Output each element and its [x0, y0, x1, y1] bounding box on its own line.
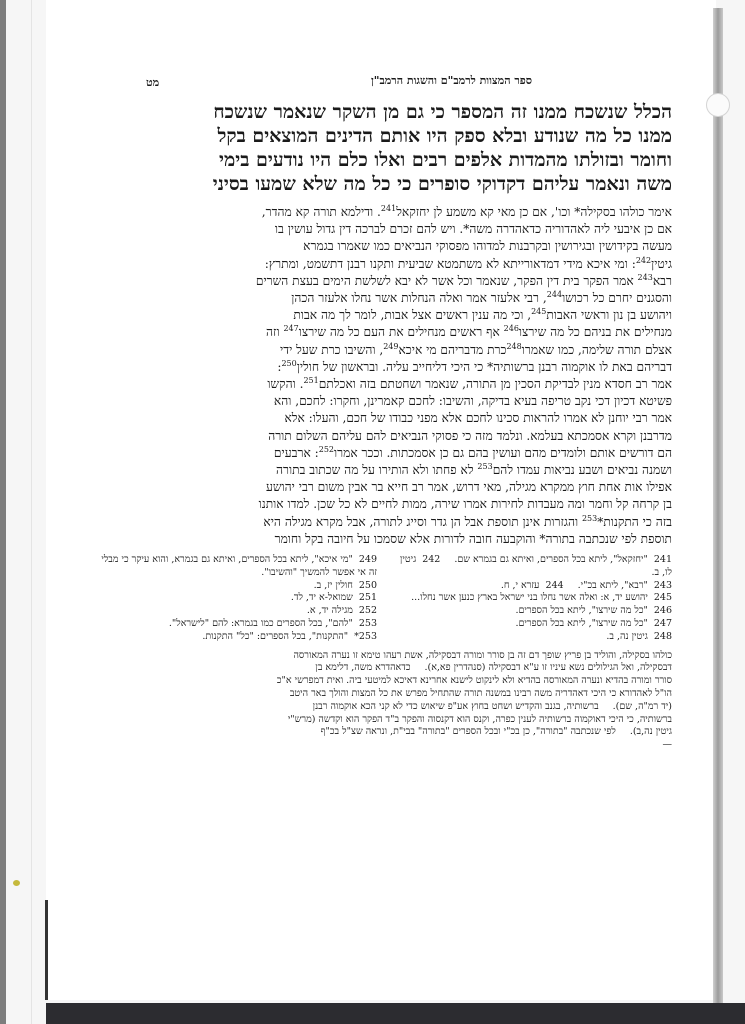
- footnote: 245יהושע יד, א: ואלה אשר נחלו בני ישראל בארץ כנען אשר נחלו...: [411, 592, 672, 604]
- text-segment: מדרבנן וקרא אסמכתא בעלמא. ונלמד מזה כי פסוקי הנביאים להם עליהם השלום תורה: [268, 428, 672, 443]
- quote-line: משה ונאמר עליהם דקדוקי סופרים כי כל מה שלא שמעו בסיני: [212, 173, 672, 195]
- text-segment: : ארבעים: [273, 445, 319, 460]
- text-segment: , רבי אלעזר אמר ואלה הנחלות אשר נחלו אלעזר הכהן: [291, 291, 547, 306]
- text-line: [96, 238, 672, 255]
- commentary-line: הו"ל לאהדורא כי היכי דאהדריה משה רבינו במשנה תורה שהתחיל מפרש את כל המצות והולך באר היטב: [289, 688, 672, 700]
- text-segment: רבא: [652, 273, 672, 288]
- footnote-marker[interactable]: 243: [637, 272, 653, 282]
- text-segment: מנחילים את בניהם כל מה שירצו: [518, 325, 672, 340]
- footnote: 252מגילה יד, א.: [306, 605, 377, 617]
- scan-fold-line: [31, 0, 32, 1024]
- commentary-line: דבסקילה, ואל הגילולים נשא עיניו זו ע"א דבסקילה (סנהדרין פא,א).כדאהדרא משה, דלימא בן: [315, 662, 672, 674]
- binder-hole: [706, 93, 730, 117]
- text-segment: אם כן איבעי ליה לאהדוריה כדאהדרה משה*. ויש להם זכרם לברכה דין גדול עושין בו: [274, 222, 672, 237]
- text-line: [96, 376, 672, 393]
- footnote-marker[interactable]: 253: [477, 462, 493, 472]
- text-segment: מעשה בקידושין ובגירושין ובקרבנות למדוהו מפסוקי הנביאים כמו שאמרו בגמרא: [303, 239, 672, 254]
- text-segment: פשיטא דכיון דכי נקב טריפה בעיא בדיקה, והשיבו: לחכם קאמרינן, וחקרו: לחכם, והא: [273, 394, 672, 409]
- text-segment: הם דורשים אותם ולומדים מהם ועושין בהם גם כן אסמכתות. וככר אמרו: [334, 445, 672, 460]
- footnote-marker[interactable]: 247: [283, 324, 299, 334]
- text-segment: . והקשו: [267, 377, 304, 392]
- footnote-marker[interactable]: 242: [635, 255, 652, 265]
- footnotes-right-column: [391, 554, 672, 644]
- text-segment: . ודילמא תורה קא מהדר,: [261, 205, 381, 219]
- text-segment: : ומי איכא מידי דמדאורייתא לא משתמטא שביעית ותקנו רבנן דתשמט, ומתרץ:: [264, 256, 636, 271]
- text-segment: אימר כולהו בסקילה* וכו', אם כן מאי קא משמע לן יחזקאל: [396, 205, 672, 219]
- footnote-marker[interactable]: 251: [303, 376, 319, 386]
- footnote: 253*"התקנות", בכל הספרים: "כל" התקנות.: [202, 630, 377, 642]
- text-segment: אמר רבי יוחנן לא אמרו להראות סכינו לחכם אלא מפני כבודו של חכם, והעלו: אלא: [284, 411, 672, 426]
- text-line: [96, 204, 672, 221]
- commentary-line: גיטין נה,ב).לפי שנכתבה "בתורה", כן בכ"י ובכל הספרים "בתורה" בבי"ת, ונראה שצ"ל בכ"ף: [320, 726, 672, 738]
- text-line: [96, 410, 672, 427]
- commentary-line: סורר ומורה בהדיא ונערה המאורסה בהדיא ולא לינקוט לישנא אחרינא דאיכא למיטעי ביה. ואית דמפרשי א"כ: [276, 675, 672, 687]
- text-segment: לא פחתו ולא הותירו על מה שכתוב בתורה: [276, 463, 478, 478]
- commentary-line: (יד רמ"ה, שם).ברשותיה, בגנב והקדיש ושחט בחוץ אע"פ שיאוש כדי לא קני הכא אוקמוה רבנן: [312, 700, 672, 712]
- text-segment: ויהושע בן נון וראשי האבות: [546, 308, 672, 323]
- footnote-marker[interactable]: 253: [581, 513, 598, 523]
- footnote: 249"מי איכא", ליתא בכל הספרים, ואיתא גם בגמרא, והוא עיקר כי מבלי זה אי אפשר להמשיך "והשיבו".: [101, 554, 377, 578]
- text-segment: ושמנה נביאים ושבע נביאות עמדו להם: [492, 463, 672, 478]
- footnote: 251שמואל-א יד, לד.: [290, 592, 377, 604]
- text-line: [96, 221, 672, 238]
- scan-left-edge: [0, 0, 6, 1024]
- page-bottom-shadow: [46, 1003, 745, 1024]
- text-segment: אצלם תורה שלימה, כמו שאמרו: [521, 342, 672, 357]
- text-line: [96, 462, 672, 479]
- footnote: 247"כל מה שירצו", ליתא בכל הספרים.: [515, 618, 672, 630]
- commentary-line: ברשותיה, כי היכי דאוקמוה ברשותיה לענין כפרה, וקנס הוא דקנסוה והפקר ב"ד הפקר הוא וקדשה (מרש"י: [287, 713, 672, 725]
- text-segment: והגזרות אינן תוספת אבל הן גדר וסייג לתורה, אבל מקרא מגילה היא: [263, 514, 582, 529]
- footnote-marker[interactable]: 249: [383, 341, 399, 351]
- page-spine-shadow: [713, 8, 723, 1013]
- footnote-marker[interactable]: 244: [546, 290, 563, 300]
- footnote-marker[interactable]: 252: [318, 444, 335, 454]
- footnotes: [96, 554, 672, 644]
- commentary-line: כולהו בסקילה, והוליד בן פריץ שופך דם זה בן סורר ומורה דבסקילה, אשת רעהו טימא זו נערה המאורסה: [293, 649, 672, 661]
- text-line: [96, 290, 672, 307]
- text-line: [96, 324, 672, 341]
- text-segment: בן קרחה קל וחמר ומה מעבדות לחירות אמרו שירה, ממות לחיים לא כל שכן. למדו אותנו: [258, 497, 672, 512]
- footnotes-left-column: [96, 554, 377, 644]
- text-segment: אמר הפקר בית דין הפקר, שנאמר וכל אשר לא יבא לשלשת הימים בעצת השרים: [255, 273, 638, 288]
- text-segment: כרת מדבריהם מי איכא: [398, 342, 507, 357]
- text-segment: והסגנים יחרם כל רכושו: [562, 291, 672, 306]
- text-line: [96, 445, 672, 462]
- text-line: [96, 273, 672, 290]
- footnote: 253"להם", בכל הספרים כמו בגמרא: להם "לישראל".: [168, 618, 377, 630]
- text-line: [96, 359, 672, 376]
- commentary-notes: [96, 650, 672, 752]
- footnote-marker[interactable]: 250: [281, 358, 297, 368]
- text-line: [96, 531, 672, 548]
- footnote-marker[interactable]: 246: [503, 324, 519, 334]
- footnote-marker[interactable]: 245: [531, 307, 547, 317]
- text-line: [96, 479, 672, 496]
- main-text: [96, 204, 672, 548]
- text-line: [96, 514, 672, 531]
- text-line: [96, 256, 672, 273]
- running-title: ספר המצוות לרמב"ם והשגות הרמב"ן: [370, 74, 532, 87]
- quoted-passage: [96, 100, 672, 196]
- text-line: [96, 428, 672, 445]
- footnote-marker[interactable]: 248: [506, 341, 522, 351]
- scan-speck: [13, 880, 20, 886]
- text-segment: גיטין: [651, 256, 672, 271]
- text-segment: וזה: [266, 325, 284, 340]
- text-segment: , וכי מה ענין ראשים אצל אבות, לומר לך מה אבות: [293, 308, 532, 323]
- footnote: 248גיטין נה, ב.: [606, 630, 672, 642]
- text-segment: דבריהם באת לו אוקמוה רבנן ברשותיה* כי היכי דליחייב עליה. ובראשון של חולין: [296, 359, 672, 374]
- page-number: מט: [146, 76, 160, 89]
- quote-line: ממנו כל מה שנודע ובלא ספק היו אותם הדינים המוצאים בקל: [217, 125, 672, 147]
- running-header: [96, 74, 672, 92]
- text-segment: , והשיבו כרת שעל ידי: [280, 342, 384, 357]
- footnote: 246"כל מה שירצו", ליתא בכל הספרים.: [515, 605, 672, 617]
- quote-line: וחומר ובזולתו מהמדות אלפים רבים ואלו כלם היו נודעים בימי: [218, 149, 672, 171]
- text-line: [96, 393, 672, 410]
- footnote: 241"יחזקאל", ליתא בכל הספרים, ואיתא גם בגמרא שם.242גיטין לו, ב.: [399, 554, 672, 578]
- page-corner-shadow: [45, 900, 48, 1000]
- text-segment: בזה כי התקנות*: [597, 514, 672, 529]
- footnote: 250חולין יז, ב.: [313, 579, 377, 591]
- footnote: 243"רבא", ליתא בכ"י.244עזרא י, ח.: [500, 579, 672, 591]
- text-segment: :: [277, 359, 282, 374]
- footnote-marker[interactable]: 241: [380, 204, 397, 213]
- page-content: [96, 74, 672, 752]
- commentary-line: —: [662, 739, 672, 751]
- text-line: [96, 342, 672, 359]
- text-segment: אפילו אות אחת חוץ ממקרא מגילה, מאי דרוש, אמר רב חייא בר אבין משום רבי יהושע: [266, 480, 672, 495]
- text-line: [96, 307, 672, 324]
- text-segment: אף ראשים מנחילים את העם כל מה שירצו: [298, 325, 504, 340]
- quote-line: הכלל שנשכח ממנו זה המספר כי גם מן השקר שנאמר שנשכח: [213, 101, 672, 123]
- text-line: [96, 496, 672, 513]
- text-segment: אמר רב חסדא מנין לבדיקת הסכין מן התורה, שנאמר ושחטתם בזה ואכלתם: [318, 377, 672, 392]
- text-segment: תוספת לפי שנכתבה בתורה* והוקבעה חובה לדורות אלא שסמכו על חיובה בקל וחומר: [274, 531, 672, 546]
